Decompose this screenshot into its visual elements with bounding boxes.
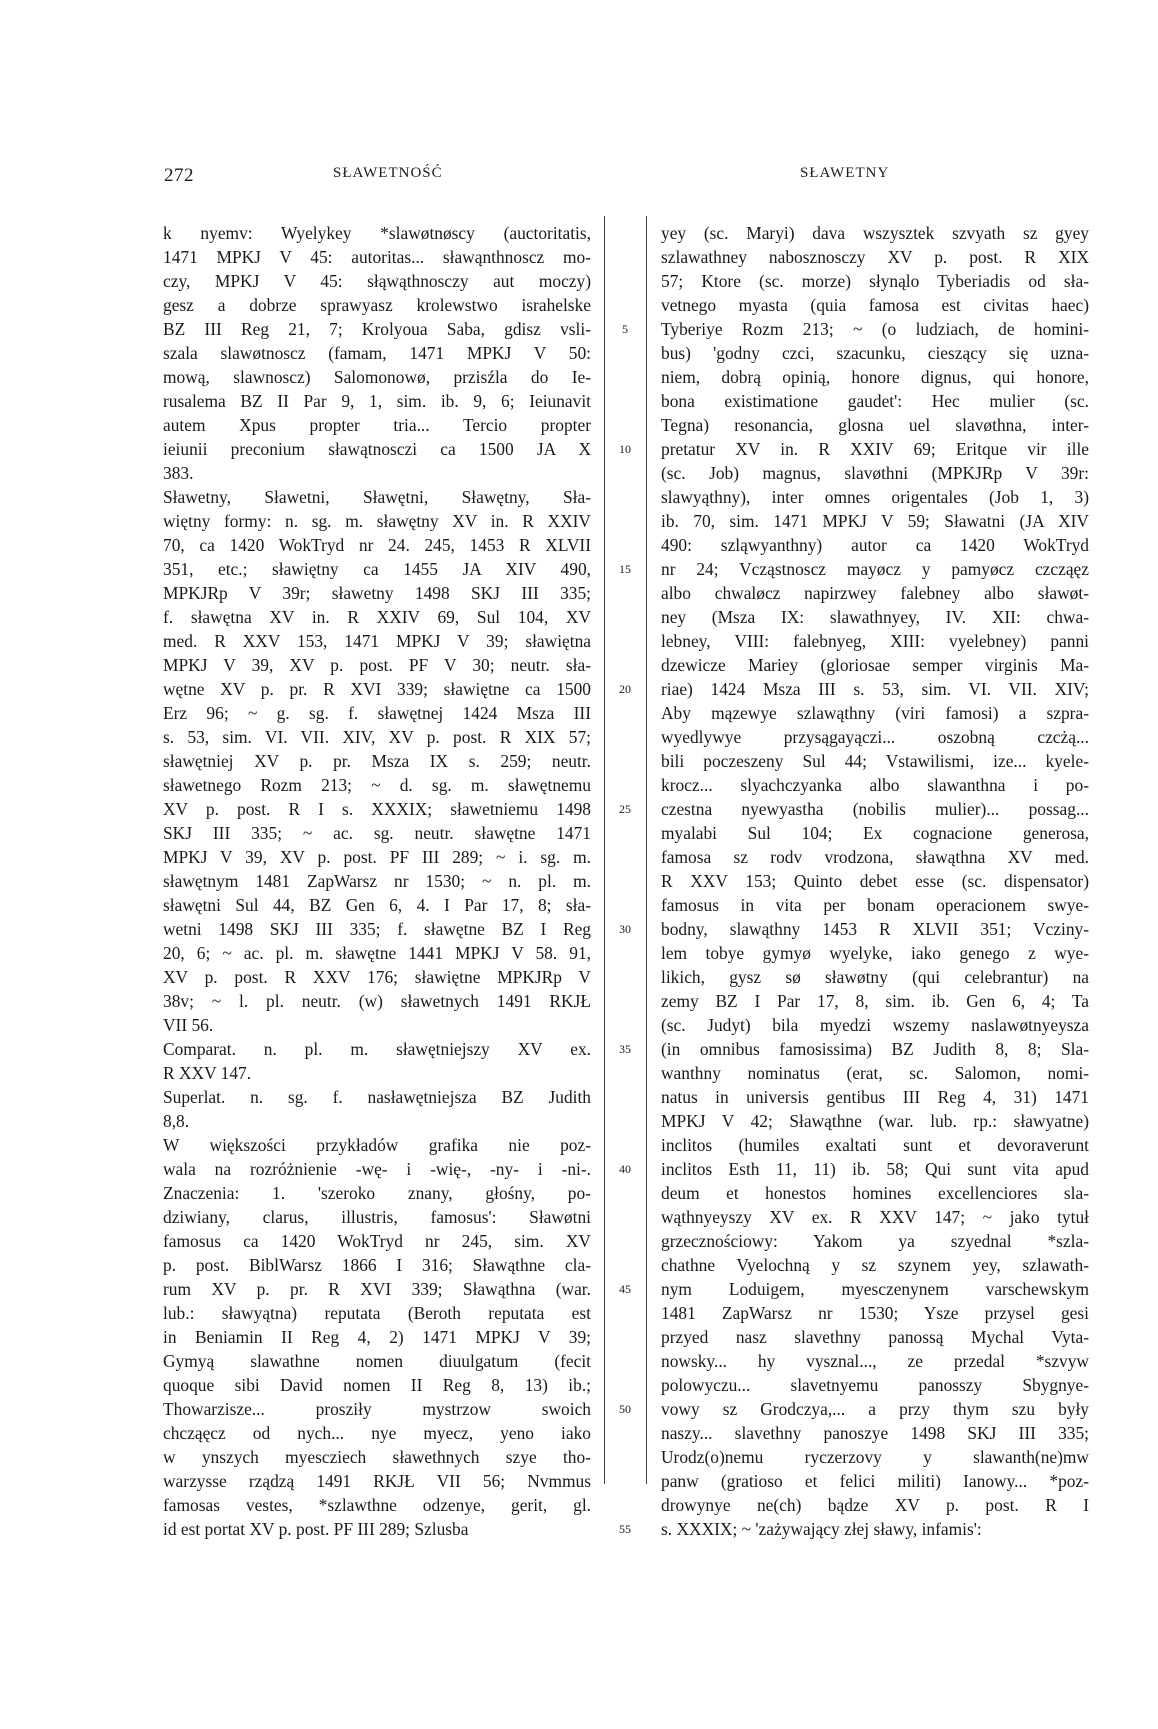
- text-line: famosus ca 1420 WokTryd nr 245, sim. XV: [163, 1231, 591, 1251]
- text-line: med. R XXV 153, 1471 MPKJ V 39; sławiętna: [163, 631, 591, 651]
- text-line: Urodz(o)nemu ryczerzovy y slawanth(ne)mw: [661, 1447, 1089, 1467]
- text-line: wąthnyeyszy XV ex. R XXV 147; ~ jako tytuł: [661, 1207, 1089, 1227]
- text-line: slawyąthny), inter omnes origentales (Job 1, 3): [661, 487, 1089, 507]
- text-line: ney (Msza IX: slawathnyey, IV. XII: chwa-: [661, 607, 1089, 627]
- text-line: MPKJ V 39, XV p. post. PF III 289; ~ i. sg. m.: [163, 847, 591, 867]
- text-line: chathne Vyelochną y sz szynem yey, szlawath-: [661, 1255, 1089, 1275]
- text-line: myalabi Sul 104; Ex cognacione generosa,: [661, 823, 1089, 843]
- text-line: 8,8.: [163, 1111, 190, 1131]
- page-number: 272: [164, 165, 194, 186]
- text-line: natus in universis gentibus III Reg 4, 31) 1471: [661, 1087, 1089, 1107]
- text-line: 1481 ZapWarsz nr 1530; Ysze przysel gesi: [661, 1303, 1089, 1323]
- text-line: 57; Ktore (sc. morze) słynąlo Tyberiadis od sła-: [661, 271, 1089, 291]
- text-line: (sc. Job) magnus, slavøthni (MPKJRp V 39r:: [661, 463, 1089, 483]
- text-line: wetni 1498 SKJ III 335; f. sławętne BZ I Reg: [163, 919, 591, 939]
- text-line: bus) 'godny czci, szacunku, cieszący się uzna-: [661, 343, 1089, 363]
- line-number: 30: [619, 922, 631, 936]
- text-line: k nyemv: Wyelykey *slawøtnøscy (auctoritatis,: [163, 223, 591, 243]
- line-number: 35: [619, 1042, 631, 1056]
- text-line: rum XV p. pr. R XVI 339; Sławąthna (war.: [163, 1279, 591, 1299]
- text-line: XV p. post. R I s. XXXIX; sławetniemu 1498: [163, 799, 591, 819]
- text-line: lem tobye gymyø wyelyke, iako genego z wye-: [661, 943, 1089, 963]
- text-line: szala slawøtnoscz (famam, 1471 MPKJ V 50:: [163, 343, 591, 363]
- text-line: krocz... slyachczyanka albo slawanthna i po-: [661, 775, 1089, 795]
- line-number: 45: [619, 1282, 631, 1296]
- text-line: pretatur XV in. R XXIV 69; Eritque vir ille: [661, 439, 1089, 459]
- text-line: czy, MPKJ V 45: słąwąthnosczy aut moczy): [163, 271, 591, 291]
- text-line: więtny formy: n. sg. m. sławętny XV in. R XXIV: [163, 511, 591, 531]
- line-number: 50: [619, 1402, 631, 1416]
- text-line: Gymyą slawathne nomen diuulgatum (fecit: [163, 1351, 591, 1371]
- text-line: 490: szląwyanthny) autor ca 1420 WokTryd: [661, 535, 1089, 555]
- text-line: Sławetny, Sławetni, Sławętni, Sławętny, Sła-: [163, 487, 591, 507]
- running-head-left: SŁAWETNOŚĆ: [333, 165, 443, 181]
- text-line: yey (sc. Maryi) dava wszysztek szvyath sz gyey: [661, 223, 1089, 243]
- line-number: 40: [619, 1162, 631, 1176]
- text-line: niem, dobrą opinią, honore dignus, qui honore,: [661, 367, 1089, 387]
- text-line: Comparat. n. pl. m. sławętniejszy XV ex.: [163, 1039, 591, 1059]
- text-line: BZ III Reg 21, 7; Krolyoua Saba, gdisz vsli-: [163, 319, 591, 339]
- text-line: dziwiany, clarus, illustris, famosus': Sławøtni: [163, 1207, 591, 1227]
- text-line: likich, gysz sø sławøtny (qui celebrantur) na: [661, 967, 1089, 987]
- text-line: SKJ III 335; ~ ac. sg. neutr. sławętne 1471: [163, 823, 591, 843]
- text-line: 383.: [163, 463, 194, 483]
- text-line: 70, ca 1420 WokTryd nr 24. 245, 1453 R XLVII: [163, 535, 591, 555]
- column-rule-right: [646, 216, 647, 1484]
- text-line: Superlat. n. sg. f. nasławętniejsza BZ Judith: [163, 1087, 591, 1107]
- text-line: chcząęcz od nych... nye myecz, yeno iako: [163, 1423, 591, 1443]
- text-line: naszy... slavethny panoszye 1498 SKJ III 335;: [661, 1423, 1089, 1443]
- text-line: grzecznościowy: Yakom ya szyednal *szla-: [661, 1231, 1089, 1251]
- text-line: sławętnym 1481 ZapWarsz nr 1530; ~ n. pl. m.: [163, 871, 591, 891]
- text-line: wala na rozróżnienie -wę- i -wię-, -ny- i -ni-.: [163, 1159, 591, 1179]
- text-line: czestna nyewyastha (nobilis mulier)... possag...: [661, 799, 1089, 819]
- text-line: wyedlywye przysągayączi... oszobną czcżą...: [661, 727, 1089, 747]
- text-line: MPKJ V 39, XV p. post. PF V 30; neutr. sła-: [163, 655, 591, 675]
- text-line: drowynye ne(ch) bądze XV p. post. R I: [661, 1495, 1089, 1515]
- line-number: 20: [619, 682, 631, 696]
- text-line: 20, 6; ~ ac. pl. m. sławętne 1441 MPKJ V 58. 91,: [163, 943, 591, 963]
- text-line: id est portat XV p. post. PF III 289; Szlusba: [163, 1519, 469, 1539]
- left-column: [163, 221, 591, 1539]
- text-line: inclitos Esth 11, 11) ib. 58; Qui sunt vita apud: [661, 1159, 1089, 1179]
- text-line: inclitos (humiles exaltati sunt et devoraverunt: [661, 1135, 1089, 1155]
- text-line: bona existimatione gaudet': Hec mulier (sc.: [661, 391, 1089, 411]
- text-line: w ynszych myescziech sławethnych szye tho-: [163, 1447, 591, 1467]
- text-line: 351, etc.; sławiętny ca 1455 JA XIV 490,: [163, 559, 591, 579]
- text-line: Thowarzisze... prosziły mystrzow swoich: [163, 1399, 591, 1419]
- text-line: VII 56.: [163, 1015, 214, 1035]
- text-line: gesz a dobrze sprawyasz krolewstwo israhelske: [163, 295, 591, 315]
- text-line: f. sławętna XV in. R XXIV 69, Sul 104, XV: [163, 607, 591, 627]
- line-number: 25: [619, 802, 631, 816]
- text-line: famosas vestes, *szlawthne odzenye, gerit, gl.: [163, 1495, 591, 1515]
- text-line: R XXV 147.: [163, 1063, 252, 1083]
- text-line: ieiunii preconium sławątnosczi ca 1500 JA X: [163, 439, 591, 459]
- text-line: W większości przykładów grafika nie poz-: [163, 1135, 591, 1155]
- text-line: warzysse rządzą 1491 RKJŁ VII 56; Nvmmus: [163, 1471, 591, 1491]
- text-line: dzewicze Mariey (gloriosae semper virginis Ma-: [661, 655, 1089, 675]
- text-line: p. post. BiblWarsz 1866 I 316; Sławąthne cla-: [163, 1255, 591, 1275]
- running-head-right: SŁAWETNY: [800, 165, 890, 181]
- text-line: sławętni Sul 44, BZ Gen 6, 4. I Par 17, 8; sła-: [163, 895, 591, 915]
- text-line: sławętniej XV p. pr. Msza IX s. 259; neutr.: [163, 751, 591, 771]
- text-line: 38v; ~ l. pl. neutr. (w) sławetnych 1491 RKJŁ: [163, 991, 591, 1011]
- line-number: 55: [619, 1522, 631, 1536]
- text-line: s. 53, sim. VI. VII. XIV, XV p. post. R XIX 57;: [163, 727, 591, 747]
- text-line: panw (gratioso et felici militi) Ianowy... *poz-: [661, 1471, 1089, 1491]
- text-line: deum et honestos homines excellenciores sla-: [661, 1183, 1089, 1203]
- text-line: albo chwaløcz napirzwey falebney albo sławøt-: [661, 583, 1089, 603]
- text-line: lub.: sławyątna) reputata (Beroth reputata est: [163, 1303, 591, 1323]
- text-line: autem Xpus propter tria... Tercio propter: [163, 415, 591, 435]
- text-line: Znaczenia: 1. 'szeroko znany, głośny, po-: [163, 1183, 591, 1203]
- text-line: riae) 1424 Msza III s. 53, sim. VI. VII. XIV;: [661, 679, 1089, 699]
- text-line: lebney, VIII: falebnyeg, XIII: vyelebney) panni: [661, 631, 1089, 651]
- text-line: vetnego myasta (quia famosa est civitas haec): [661, 295, 1089, 315]
- text-line: zemy BZ I Par 17, 8, sim. ib. Gen 6, 4; Ta: [661, 991, 1089, 1011]
- line-number: 15: [619, 562, 631, 576]
- text-line: famosa sz rodv vrodzona, sławąthna XV med.: [661, 847, 1089, 867]
- text-line: przyed nasz slavethny panossą Mychal Vyta-: [661, 1327, 1089, 1347]
- text-line: bili poczeszeny Sul 44; Vstawilismi, ize... kyele-: [661, 751, 1089, 771]
- text-line: polowyczu... slavetnyemu panosszy Sbygnye-: [661, 1375, 1089, 1395]
- text-line: bodny, slawąthny 1453 R XLVII 351; Vcziny-: [661, 919, 1089, 939]
- text-line: sławetnego Rozm 213; ~ d. sg. m. sławętnemu: [163, 775, 591, 795]
- text-line: famosus in vita per bonam operacionem swye-: [661, 895, 1089, 915]
- right-column: [661, 221, 1089, 1539]
- text-line: XV p. post. R XXV 176; sławiętne MPKJRp V: [163, 967, 591, 987]
- line-number: 5: [622, 322, 628, 336]
- text-line: (sc. Judyt) bila myedzi wszemy naslawøtnyeysza: [661, 1015, 1089, 1035]
- text-line: Erz 96; ~ g. sg. f. sławętnej 1424 Msza III: [163, 703, 591, 723]
- text-line: (in omnibus famosissima) BZ Judith 8, 8; Sla-: [661, 1039, 1089, 1059]
- text-line: ib. 70, sim. 1471 MPKJ V 59; Sławatni (JA XIV: [661, 511, 1089, 531]
- text-line: 1471 MPKJ V 45: autoritas... sławąnthnoscz mo-: [163, 247, 591, 267]
- text-line: nym Loduigem, myesczenynem varschewskym: [661, 1279, 1089, 1299]
- text-line: in Beniamin II Reg 4, 2) 1471 MPKJ V 39;: [163, 1327, 591, 1347]
- text-line: Tyberiye Rozm 213; ~ (o ludziach, de homini-: [661, 319, 1089, 339]
- text-line: MPKJRp V 39r; sławetny 1498 SKJ III 335;: [163, 583, 591, 603]
- text-line: nr 24; Vcząstnoscz mayøcz y pamyøcz czcząęz: [661, 559, 1089, 579]
- text-line: MPKJ V 42; Sławąthne (war. lub. rp.: sławyatne): [661, 1111, 1089, 1131]
- text-line: wętne XV p. pr. R XVI 339; sławiętne ca 1500: [163, 679, 591, 699]
- text-line: nowsky... hy vysznal..., ze przedal *szvyw: [661, 1351, 1089, 1371]
- text-line: vowy sz Grodczya,... a przy thym szu były: [661, 1399, 1089, 1419]
- text-line: szlawathney nabosznosczy XV p. post. R XIX: [661, 247, 1089, 267]
- text-line: R XXV 153; Quinto debet esse (sc. dispensator): [661, 871, 1089, 891]
- text-line: rusalema BZ II Par 9, 1, sim. ib. 9, 6; Ieiunavit: [163, 391, 591, 411]
- text-line: quoque sibi David nomen II Reg 8, 13) ib.;: [163, 1375, 591, 1395]
- text-line: Aby mązewye szlawąthny (viri famosi) a szpra-: [661, 703, 1089, 723]
- text-line: wanthny nominatus (erat, sc. Salomon, nomi-: [661, 1063, 1089, 1083]
- line-number: 10: [619, 442, 631, 456]
- text-line: s. XXXIX; ~ 'zażywający złej sławy, infamis':: [661, 1519, 982, 1539]
- text-line: mową, slawnoscz) Salomonowø, przisźla do Ie-: [163, 367, 591, 387]
- text-line: Tegna) resonancia, glosna uel slavøthna, inter-: [661, 415, 1089, 435]
